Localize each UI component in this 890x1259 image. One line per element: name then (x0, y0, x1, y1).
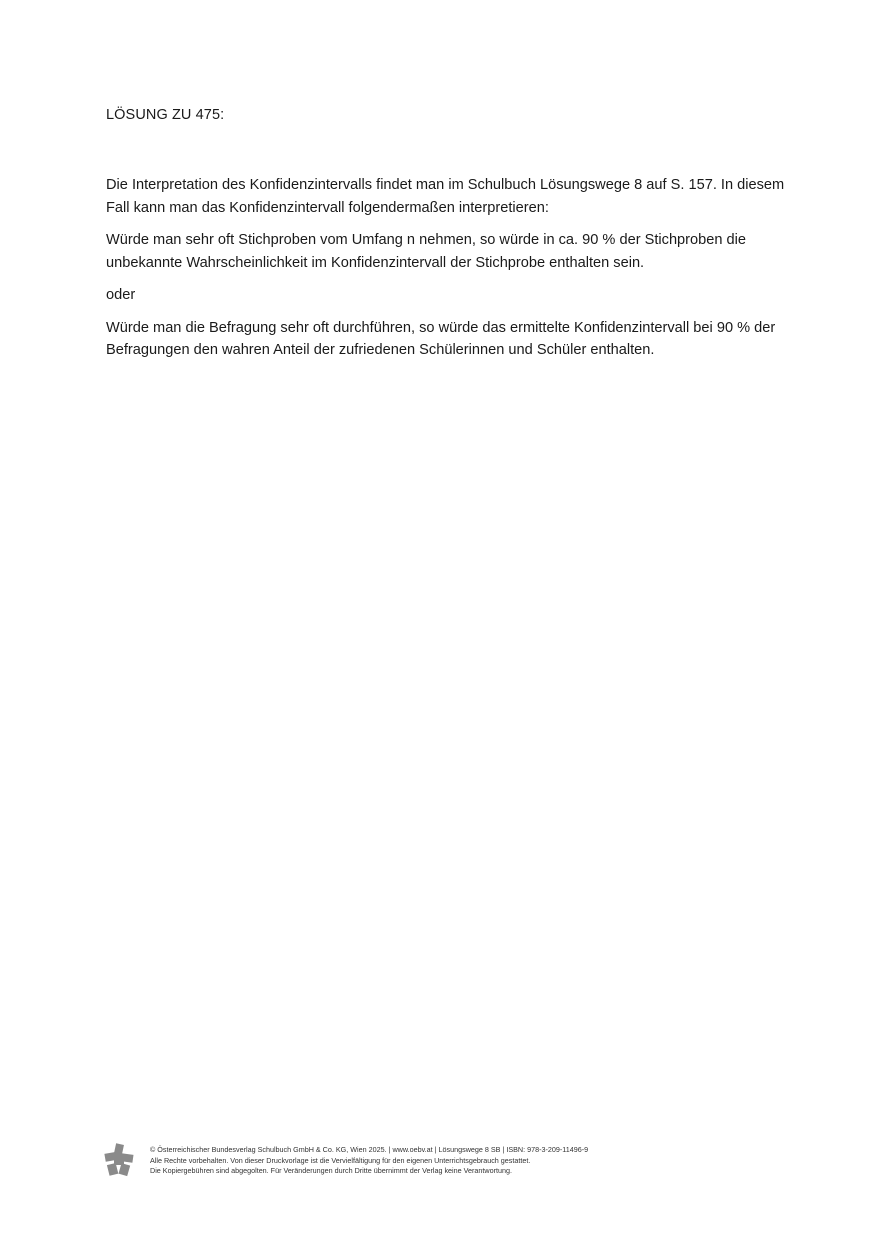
footer-line: Alle Rechte vorbehalten. Von dieser Druckvorlage ist die Vervielfältigung für den eigenen Unterrichtsgebrauch gestattet. (150, 1155, 531, 1165)
solution-heading: LÖSUNG ZU 475: (106, 107, 225, 123)
footer-line: © Österreichischer Bundesverlag Schulbuch GmbH & Co. KG, Wien 2025. | www.oebv.at | Lösungswege 8 SB | ISBN: 978-3-209-11496-9 (150, 1145, 589, 1154)
paragraph-intro: Die Interpretation des Konfidenzintervalls findet man im Schulbuch Lösungswege 8 auf S. 157. In diesem Fall kann man das Konfidenzintervall folgendermaßen interpretieren: (106, 177, 785, 216)
footer-copyright (150, 1145, 588, 1177)
footer-line: Die Kopiergebühren sind abgegolten. Für Veränderungen durch Dritte übernimmt der Verlag keine Verantwortung. (150, 1166, 512, 1175)
paragraph-or: oder (106, 287, 136, 303)
oebv-logo-icon (104, 1143, 134, 1177)
paragraph-interpretation-2: Würde man die Befragung sehr oft durchführen, so würde das ermittelte Konfidenzintervall bei 90 % der Befragungen den wahren Anteil der zufriedenen Schülerinnen und Schüler enthalten. (106, 319, 776, 358)
solution-body (106, 174, 796, 372)
page-footer (104, 1143, 804, 1183)
paragraph-interpretation-1: Würde man sehr oft Stichproben vom Umfang n nehmen, so würde in ca. 90 % der Stichproben die unbekannte Wahrscheinlichkeit im Konfidenzintervall der Stichprobe enthalten sein. (106, 232, 747, 271)
